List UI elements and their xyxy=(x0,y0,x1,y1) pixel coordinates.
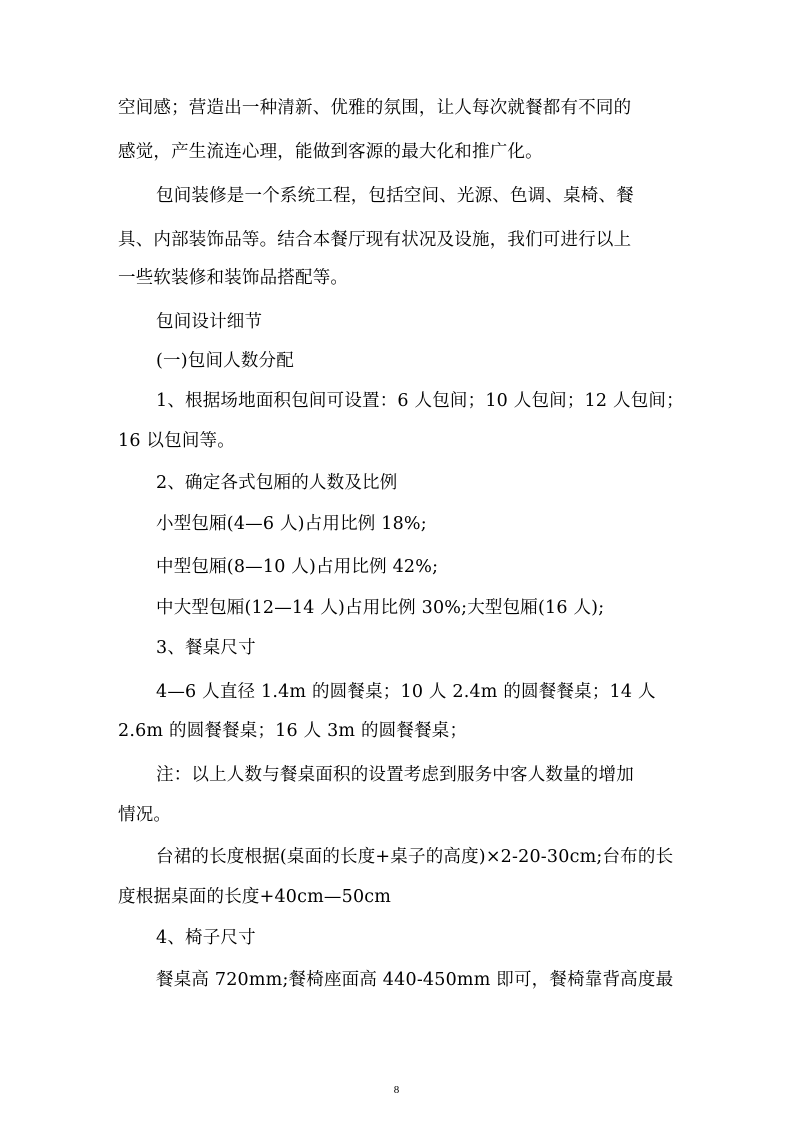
text-line: 16 以包间等。 xyxy=(118,431,235,451)
text-line: 中型包厢(8—10 人)占用比例 42%; xyxy=(156,557,439,577)
text-line: 中大型包厢(12—14 人)占用比例 30%;大型包厢(16 人); xyxy=(156,598,605,618)
note-line: 情况。 xyxy=(118,805,172,825)
subsection-heading: (一)包间人数分配 xyxy=(156,351,294,371)
text-line: 度根据桌面的长度+40cm—50cm xyxy=(118,887,392,907)
section-heading: 包间设计细节 xyxy=(156,312,263,332)
note-line: 注：以上人数与餐桌面积的设置考虑到服务中客人数量的增加 xyxy=(156,765,634,785)
text-line: 2.6m 的圆餐餐桌；16 人 3m 的圆餐餐桌； xyxy=(118,721,468,741)
text-line: 台裙的长度根据(桌面的长度+桌子的高度)×2-20-30cm;台布的长 xyxy=(156,847,674,867)
list-heading: 3、餐桌尺寸 xyxy=(156,638,256,658)
text-line: 小型包厢(4—6 人)占用比例 18%; xyxy=(156,514,427,534)
list-heading: 2、确定各式包厢的人数及比例 xyxy=(156,473,398,493)
text-line: 具、内部装饰品等。结合本餐厅现有状况及设施，我们可进行以上 xyxy=(118,230,632,250)
text-line: 1、根据场地面积包间可设置：6 人包间；10 人包间；12 人包间； xyxy=(156,391,684,411)
list-heading: 4、椅子尺寸 xyxy=(156,928,256,948)
text-line: 餐桌高 720mm;餐椅座面高 440-450mm 即可，餐椅靠背高度最 xyxy=(156,970,674,990)
text-line: 感觉，产生流连心理，能做到客源的最大化和推广化。 xyxy=(118,142,543,162)
text-line: 包间装修是一个系统工程，包括空间、光源、色调、桌椅、餐 xyxy=(156,186,634,206)
page-number: 8 xyxy=(393,1084,400,1096)
text-line: 空间感；营造出一种清新、优雅的氛围，让人每次就餐都有不同的 xyxy=(118,98,632,118)
text-line: 4—6 人直径 1.4m 的圆餐桌；10 人 2.4m 的圆餐餐桌；14 人 xyxy=(156,682,656,702)
text-line: 一些软装修和装饰品搭配等。 xyxy=(118,268,349,288)
